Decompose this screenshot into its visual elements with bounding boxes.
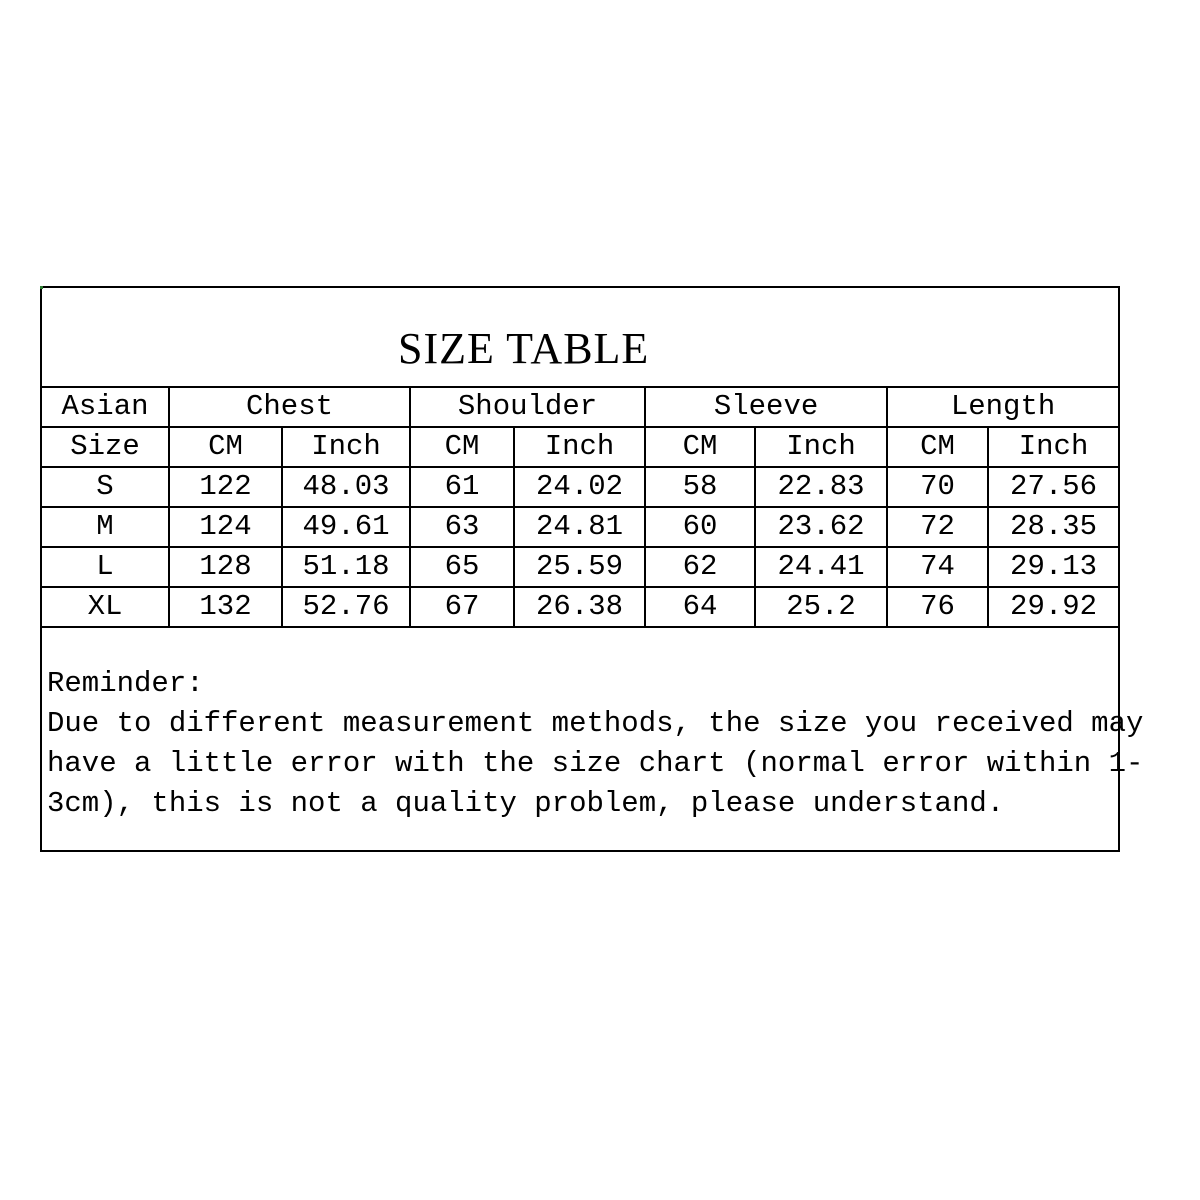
value-cell: 24.81: [514, 507, 645, 547]
size-cell: S: [42, 467, 169, 507]
value-cell: 124: [169, 507, 282, 547]
group-header-chest: Chest: [169, 388, 410, 427]
unit-header: Inch: [514, 427, 645, 467]
group-header-length: Length: [887, 388, 1118, 427]
table-row: [42, 467, 1118, 507]
value-cell: 64: [645, 587, 755, 627]
reminder-line: Due to different measurement methods, the size you received may: [47, 707, 1144, 740]
value-cell: 74: [887, 547, 988, 587]
value-cell: 51.18: [282, 547, 410, 587]
value-cell: 22.83: [755, 467, 887, 507]
size-cell: XL: [42, 587, 169, 627]
value-cell: 61: [410, 467, 514, 507]
table-row: [42, 587, 1118, 627]
value-cell: 132: [169, 587, 282, 627]
table-row: [42, 507, 1118, 547]
value-cell: 28.35: [988, 507, 1118, 547]
size-header-bottom: Size: [42, 427, 169, 467]
value-cell: 49.61: [282, 507, 410, 547]
group-header-shoulder: Shoulder: [410, 388, 645, 427]
value-cell: 25.2: [755, 587, 887, 627]
value-cell: 122: [169, 467, 282, 507]
value-cell: 29.13: [988, 547, 1118, 587]
value-cell: 62: [645, 547, 755, 587]
value-cell: 29.92: [988, 587, 1118, 627]
size-header-top: Asian: [42, 388, 169, 427]
size-chart: [40, 286, 1144, 852]
unit-header: Inch: [282, 427, 410, 467]
value-cell: 60: [645, 507, 755, 547]
title-row: [42, 288, 1118, 388]
table-row: [42, 547, 1118, 587]
reminder-line: have a little error with the size chart (normal error within 1-: [47, 747, 1144, 780]
value-cell: 128: [169, 547, 282, 587]
unit-header: Inch: [988, 427, 1118, 467]
value-cell: 26.38: [514, 587, 645, 627]
size-table-title: SIZE TABLE: [398, 324, 650, 373]
header-row-units: [42, 427, 1118, 467]
unit-header: CM: [169, 427, 282, 467]
value-cell: 65: [410, 547, 514, 587]
group-header-sleeve: Sleeve: [645, 388, 887, 427]
value-cell: 23.62: [755, 507, 887, 547]
value-cell: 24.02: [514, 467, 645, 507]
value-cell: 72: [887, 507, 988, 547]
reminder-note: [47, 664, 1144, 824]
reminder-heading: Reminder:: [47, 667, 204, 700]
size-cell: L: [42, 547, 169, 587]
unit-header: CM: [410, 427, 514, 467]
value-cell: 25.59: [514, 547, 645, 587]
value-cell: 70: [887, 467, 988, 507]
value-cell: 76: [887, 587, 988, 627]
value-cell: 63: [410, 507, 514, 547]
value-cell: 24.41: [755, 547, 887, 587]
value-cell: 58: [645, 467, 755, 507]
value-cell: 52.76: [282, 587, 410, 627]
size-table: [42, 388, 1118, 628]
unit-header: CM: [887, 427, 988, 467]
unit-header: Inch: [755, 427, 887, 467]
size-cell: M: [42, 507, 169, 547]
unit-header: CM: [645, 427, 755, 467]
reminder-line: 3cm), this is not a quality problem, please understand.: [47, 787, 1005, 820]
header-row-groups: [42, 388, 1118, 427]
value-cell: 48.03: [282, 467, 410, 507]
value-cell: 67: [410, 587, 514, 627]
value-cell: 27.56: [988, 467, 1118, 507]
